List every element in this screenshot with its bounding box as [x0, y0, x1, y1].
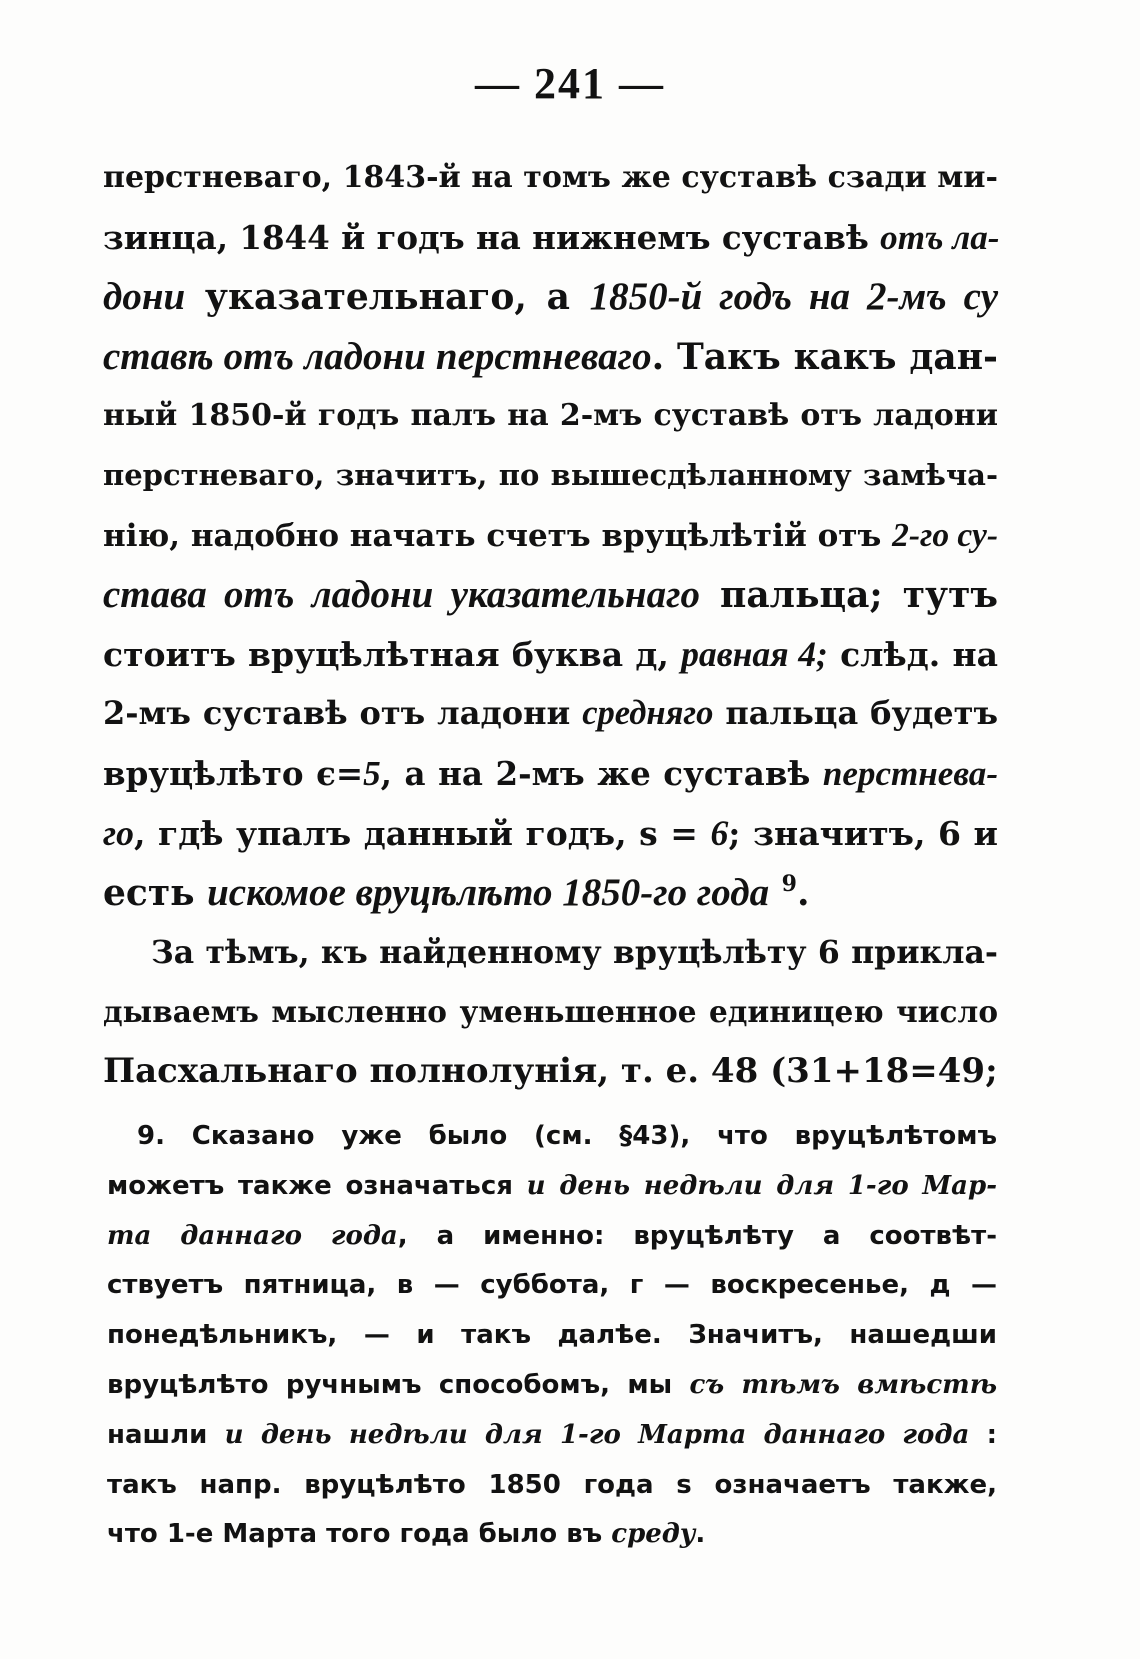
text-line — [107, 1311, 997, 1361]
text-run: . Такъ какъ дан- — [651, 335, 998, 378]
text-run: нашли — [107, 1419, 225, 1450]
italic-text: равная 4; — [681, 633, 828, 674]
text-line — [103, 267, 998, 327]
footnote-marker: 9 — [781, 871, 797, 898]
text-run: зинца, 1844 й годъ на нижнемъ суставѣ — [103, 217, 881, 257]
text-line — [103, 327, 998, 387]
text-run: 9. Сказано уже было (см. §43), что вруцѣлѣтомъ — [137, 1121, 997, 1151]
italic-text: 2-го су- — [892, 516, 999, 554]
text-run: дываемъ мысленно уменьшенное единицею число — [103, 994, 998, 1030]
italic-text: отъ ла- — [880, 217, 1000, 257]
text-run: что 1-е Марта того года было въ — [107, 1519, 612, 1550]
text-run: , гдѣ упалъ данный годъ, ѕ = — [133, 813, 711, 853]
italic-text: го — [103, 812, 134, 853]
text-run: . — [695, 1519, 706, 1550]
text-run: 2-мъ суставѣ отъ ладони — [103, 694, 583, 733]
text-run: пальца; тутъ — [699, 574, 999, 617]
text-run: Пасхальнаго полнолунія, т. е. 48 (31+18=49; — [103, 1050, 998, 1091]
italic-text: 1850-й годъ на 2-мъ су — [589, 275, 999, 319]
text-run: , а именно: вруцѣлѣту а соотвѣт- — [397, 1220, 997, 1251]
text-line — [107, 1510, 997, 1560]
text-run: можетъ также означаться — [107, 1170, 527, 1201]
paragraph — [103, 148, 998, 923]
text-line — [107, 1112, 997, 1162]
italic-text: перстнева- — [822, 753, 998, 793]
italic-text: та даннаго года — [107, 1220, 398, 1251]
text-line — [103, 446, 998, 506]
text-run: такъ напр. вруцѣлѣто 1850 года ѕ означаетъ также, — [107, 1469, 997, 1500]
page-number: — 241 — — [475, 59, 665, 108]
italic-text: съ тѣмъ вмѣстѣ — [689, 1369, 997, 1400]
text-line — [107, 1162, 997, 1212]
text-line — [103, 625, 998, 685]
italic-text: 6 — [710, 812, 729, 853]
italic-text: 5 — [363, 753, 381, 793]
text-line — [103, 804, 998, 864]
text-line — [103, 1042, 998, 1102]
text-run: перстневаго, значитъ, по вышесдѣланному замѣча- — [103, 457, 998, 492]
paragraph — [103, 923, 998, 1102]
text-line — [107, 1212, 997, 1262]
text-run: слѣд. на — [827, 634, 998, 674]
text-line — [107, 1461, 997, 1511]
italic-text: средняго — [582, 694, 714, 733]
italic-text: среду — [611, 1519, 696, 1550]
italic-text: и день недѣли для 1-го Марта даннаго года — [224, 1419, 970, 1450]
text-line — [103, 923, 998, 983]
text-line — [103, 506, 998, 566]
text-line — [103, 208, 998, 268]
italic-text: дони — [103, 275, 186, 319]
text-line — [103, 982, 998, 1042]
text-run: понедѣльникъ, — и такъ далѣе. Значитъ, нашедши — [107, 1320, 997, 1351]
text-line — [107, 1411, 997, 1461]
text-run: ствуетъ пятница, в — суббота, г — воскресенье, д — — [107, 1270, 997, 1301]
text-line — [103, 148, 998, 208]
text-run: стоитъ вруцѣлѣтная буква д, — [103, 634, 682, 674]
text-run: ; значитъ, 6 и — [728, 813, 999, 853]
text-run: За тѣмъ, къ найденному вруцѣлѣту 6 прикла- — [151, 933, 998, 971]
text-line — [103, 863, 998, 923]
italic-text: става отъ ладони указательнаго — [103, 573, 700, 617]
text-line — [103, 386, 998, 446]
footnote — [107, 1112, 997, 1560]
text-run: вруцѣлѣто є= — [103, 753, 364, 793]
text-run: : — [969, 1419, 997, 1450]
text-line — [107, 1361, 997, 1411]
text-run: есть — [103, 872, 208, 915]
text-line — [103, 744, 998, 804]
text-run: указательнаго, а — [185, 276, 590, 319]
italic-text: ставѣ отъ ладони перстневаго — [103, 334, 652, 378]
text-run: нію, надобно начать счетъ вруцѣлѣтій отъ — [103, 517, 893, 554]
text-run: ный 1850-й годъ палъ на 2-мъ суставѣ отъ ладони — [103, 398, 998, 434]
text-line — [103, 684, 998, 744]
italic-text: и день недѣли для 1-го Мар- — [526, 1170, 997, 1201]
text-run — [769, 872, 782, 914]
text-line — [103, 565, 998, 625]
text-run: , а на 2-мъ же суставѣ — [380, 753, 823, 793]
text-run: . — [796, 872, 810, 915]
text-run: пальца будетъ — [713, 694, 998, 733]
text-line — [107, 1261, 997, 1311]
text-run: перстневаго, 1843-й на томъ же суставѣ сзади ми- — [103, 160, 998, 195]
main-text — [103, 148, 998, 1102]
text-run: вруцѣлѣто ручнымъ способомъ, мы — [107, 1369, 690, 1400]
italic-text: искомое вруцѣлѣто 1850-го года — [207, 871, 770, 915]
